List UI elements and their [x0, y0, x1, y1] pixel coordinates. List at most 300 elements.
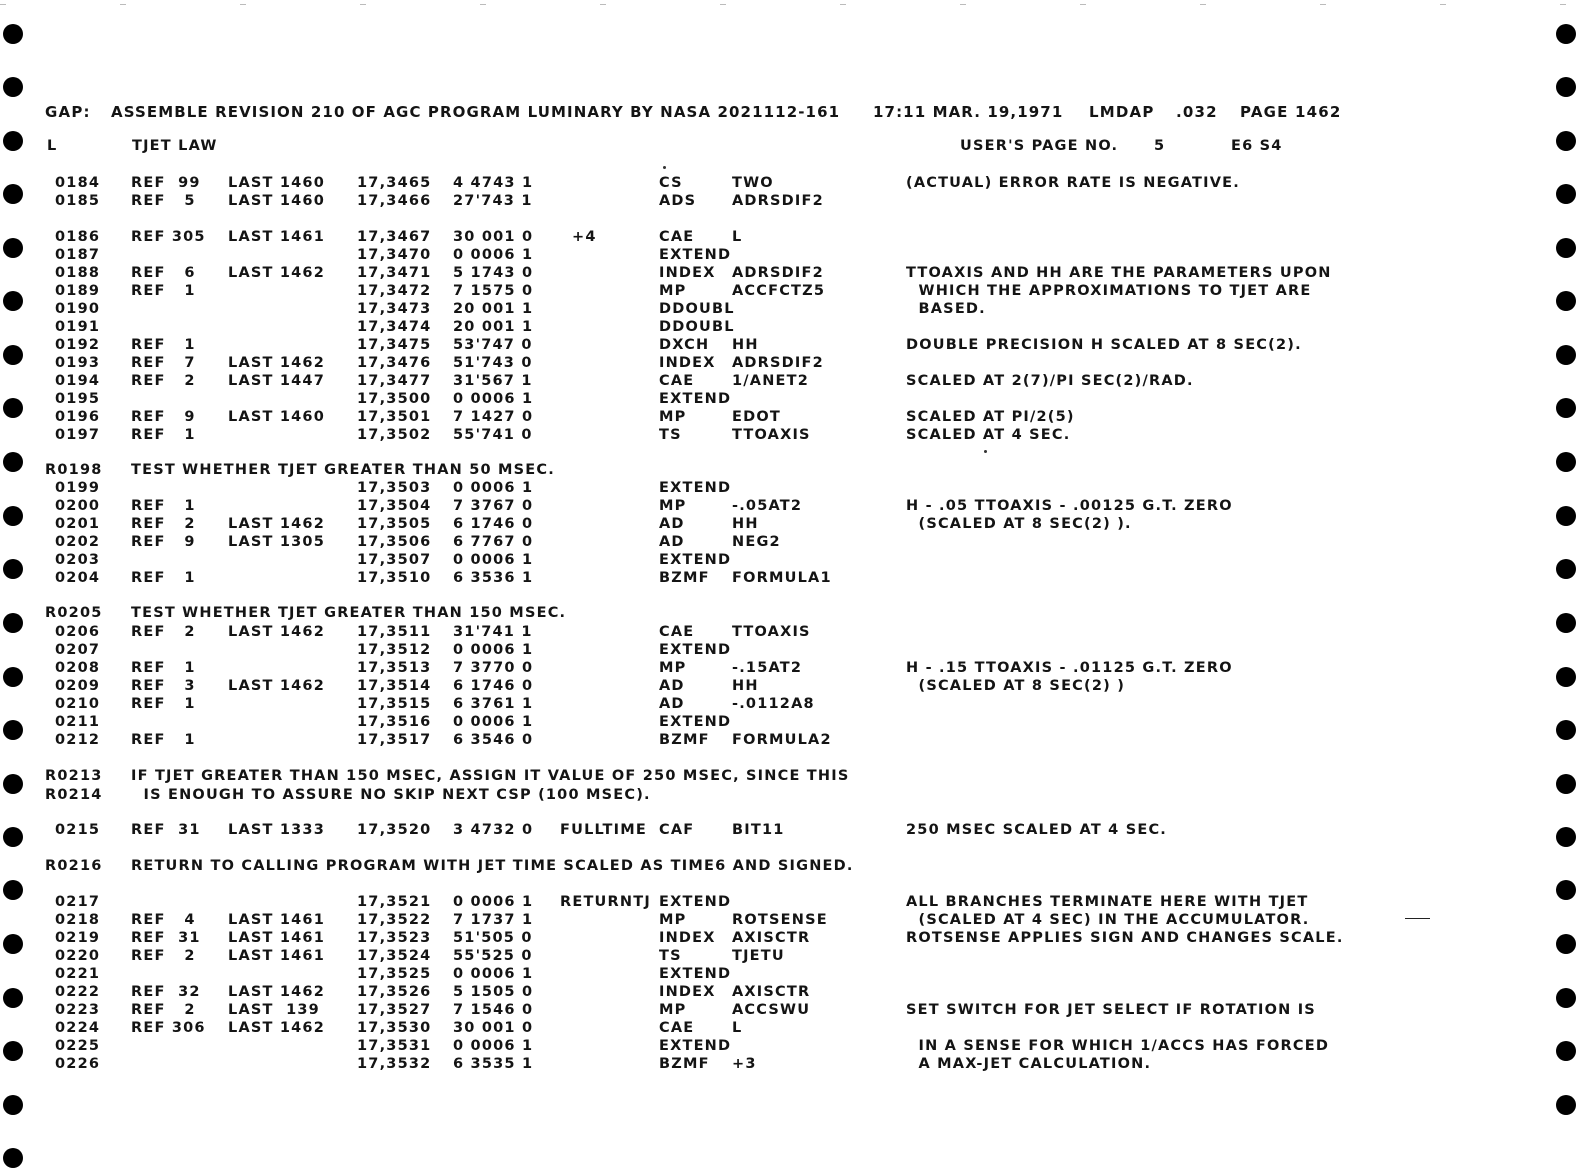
word-cell: 51'505 0 [453, 930, 533, 946]
printer-edge-marks [0, 4, 1582, 5]
feed-hole [1556, 1095, 1576, 1115]
word-cell: 30 001 0 [453, 1020, 534, 1036]
feed-hole [1556, 1041, 1576, 1061]
operand-cell: AXISCTR [732, 984, 811, 1000]
ref-cell: REF 1 [131, 570, 196, 586]
line-number: 0203 [55, 552, 101, 568]
feed-hole [3, 1041, 23, 1061]
address-cell: 17,3504 [357, 498, 432, 514]
opcode-cell: EXTEND [659, 966, 732, 982]
opcode-cell: EXTEND [659, 247, 732, 263]
operand-cell: 1/ANET2 [732, 373, 810, 389]
address-cell: 17,3502 [357, 427, 432, 443]
word-cell: 5 1505 0 [453, 984, 534, 1000]
opcode-cell: CS [659, 175, 683, 191]
operand-cell: FORMULA1 [732, 570, 832, 586]
opcode-cell: AD [659, 696, 685, 712]
line-number: R0214 [45, 787, 103, 803]
feed-hole [1556, 24, 1576, 44]
opcode-cell: BZMF [659, 570, 710, 586]
feed-hole [1556, 613, 1576, 633]
operand-cell: L [732, 229, 743, 245]
operand-cell: EDOT [732, 409, 781, 425]
opcode-cell: EXTEND [659, 894, 732, 910]
ref-cell: REF 3 [131, 678, 196, 694]
comment-cell: (SCALED AT 4 SEC) IN THE ACCUMULATOR. [906, 912, 1310, 928]
operand-cell: TTOAXIS [732, 624, 811, 640]
header-page: PAGE 1462 [1240, 103, 1342, 121]
address-cell: 17,3475 [357, 337, 432, 353]
word-cell: 0 0006 1 [453, 642, 534, 658]
line-number: 0184 [55, 175, 101, 191]
operand-cell: ADRSDIF2 [732, 193, 824, 209]
last-cell: LAST 1462 [228, 1020, 325, 1036]
comment-cell: 250 MSEC SCALED AT 4 SEC. [906, 822, 1167, 838]
address-cell: 17,3523 [357, 930, 432, 946]
remark-text: TEST WHETHER TJET GREATER THAN 150 MSEC. [131, 605, 567, 621]
ref-cell: REF 7 [131, 355, 196, 371]
opcode-cell: INDEX [659, 984, 716, 1000]
comment-cell: H - .15 TTOAXIS - .01125 G.T. ZERO [906, 660, 1233, 676]
word-cell: 51'743 0 [453, 355, 533, 371]
ref-cell: REF 5 [131, 193, 196, 209]
opcode-cell: EXTEND [659, 480, 732, 496]
line-number: 0194 [55, 373, 101, 389]
last-cell: LAST 1460 [228, 409, 325, 425]
feed-hole [3, 506, 23, 526]
line-number: 0187 [55, 247, 101, 263]
opcode-cell: AD [659, 678, 685, 694]
line-number: 0211 [55, 714, 101, 730]
line-number: 0215 [55, 822, 101, 838]
word-cell: 7 1575 0 [453, 283, 534, 299]
feed-hole [3, 238, 23, 258]
opcode-cell: EXTEND [659, 552, 732, 568]
subheader-code: E6 S4 [1231, 138, 1283, 154]
word-cell: 0 0006 1 [453, 894, 534, 910]
subheader-marker: L [47, 138, 58, 154]
feed-hole [1556, 720, 1576, 740]
address-cell: 17,3465 [357, 175, 432, 191]
address-cell: 17,3470 [357, 247, 432, 263]
opcode-cell: CAE [659, 373, 695, 389]
address-cell: 17,3522 [357, 912, 432, 928]
opcode-cell: BZMF [659, 1056, 710, 1072]
address-cell: 17,3477 [357, 373, 432, 389]
operand-cell: ADRSDIF2 [732, 265, 824, 281]
address-cell: 17,3471 [357, 265, 432, 281]
address-cell: 17,3510 [357, 570, 432, 586]
line-number: 0225 [55, 1038, 101, 1054]
feed-hole [3, 667, 23, 687]
comment-cell: A MAX-JET CALCULATION. [906, 1056, 1152, 1072]
feed-hole [1556, 988, 1576, 1008]
operand-cell: +3 [732, 1056, 757, 1072]
address-cell: 17,3467 [357, 229, 432, 245]
line-number: 0221 [55, 966, 101, 982]
address-cell: 17,3473 [357, 301, 432, 317]
last-cell: LAST 1305 [228, 534, 325, 550]
word-cell: 7 1546 0 [453, 1002, 534, 1018]
word-cell: 7 1427 0 [453, 409, 534, 425]
address-cell: 17,3501 [357, 409, 432, 425]
operand-cell: -.15AT2 [732, 660, 803, 676]
header-assembler: GAP: [45, 103, 91, 121]
operand-cell: ADRSDIF2 [732, 355, 824, 371]
line-number: 0193 [55, 355, 101, 371]
address-cell: 17,3527 [357, 1002, 432, 1018]
feed-hole [3, 988, 23, 1008]
opcode-cell: CAF [659, 822, 695, 838]
opcode-cell: ADS [659, 193, 697, 209]
address-cell: 17,3520 [357, 822, 432, 838]
line-number: 0191 [55, 319, 101, 335]
operand-cell: HH [732, 516, 759, 532]
last-cell: LAST 1462 [228, 355, 325, 371]
last-cell: LAST 139 [228, 1002, 320, 1018]
header-module: LMDAP [1089, 103, 1155, 121]
address-cell: 17,3524 [357, 948, 432, 964]
comment-cell: WHICH THE APPROXIMATIONS TO TJET ARE [906, 283, 1312, 299]
ref-cell: REF 2 [131, 948, 196, 964]
line-number: 0226 [55, 1056, 101, 1072]
line-number: 0224 [55, 1020, 101, 1036]
line-number: 0208 [55, 660, 101, 676]
operand-cell: -.0112A8 [732, 696, 815, 712]
address-cell: 17,3507 [357, 552, 432, 568]
opcode-cell: DDOUBL [659, 319, 735, 335]
word-cell: 3 4732 0 [453, 822, 534, 838]
opcode-cell: MP [659, 1002, 687, 1018]
line-number: 0192 [55, 337, 101, 353]
word-cell: 5 1743 0 [453, 265, 534, 281]
feed-hole [3, 880, 23, 900]
opcode-cell: AD [659, 516, 685, 532]
ref-cell: REF 31 [131, 822, 201, 838]
address-cell: 17,3532 [357, 1056, 432, 1072]
feed-hole [3, 934, 23, 954]
opcode-cell: EXTEND [659, 642, 732, 658]
last-cell: LAST 1462 [228, 516, 325, 532]
word-cell: 0 0006 1 [453, 552, 534, 568]
address-cell: 17,3505 [357, 516, 432, 532]
word-cell: 6 1746 0 [453, 678, 534, 694]
line-number: R0213 [45, 768, 103, 784]
operand-cell: ROTSENSE [732, 912, 828, 928]
remark-text: IS ENOUGH TO ASSURE NO SKIP NEXT CSP (100 MSEC). [131, 787, 651, 803]
word-cell: 0 0006 1 [453, 247, 534, 263]
ref-cell: REF 1 [131, 337, 196, 353]
opcode-cell: DXCH [659, 337, 710, 353]
last-cell: LAST 1462 [228, 265, 325, 281]
ref-cell: REF 31 [131, 930, 201, 946]
ref-cell: REF 1 [131, 427, 196, 443]
opcode-cell: INDEX [659, 265, 716, 281]
comment-cell: SCALED AT 2(7)/PI SEC(2)/RAD. [906, 373, 1194, 389]
feed-hole [1556, 880, 1576, 900]
address-cell: 17,3515 [357, 696, 432, 712]
last-cell: LAST 1460 [228, 175, 325, 191]
address-cell: 17,3526 [357, 984, 432, 1000]
word-cell: 31'741 1 [453, 624, 533, 640]
line-number: 0207 [55, 642, 101, 658]
last-cell: LAST 1462 [228, 678, 325, 694]
address-cell: 17,3466 [357, 193, 432, 209]
line-number: 0186 [55, 229, 101, 245]
feed-hole [3, 827, 23, 847]
address-cell: 17,3476 [357, 355, 432, 371]
word-cell: 6 7767 0 [453, 534, 534, 550]
last-cell: LAST 1461 [228, 930, 325, 946]
word-cell: 55'525 0 [453, 948, 533, 964]
header-title: ASSEMBLE REVISION 210 OF AGC PROGRAM LUMINARY BY NASA 2021112-161 [111, 103, 841, 121]
ref-cell: REF 99 [131, 175, 201, 191]
opcode-cell: MP [659, 409, 687, 425]
header-datetime: 17:11 MAR. 19,1971 [873, 103, 1064, 121]
feed-hole [1556, 559, 1576, 579]
opcode-cell: MP [659, 498, 687, 514]
comment-cell: SCALED AT PI/2(5) [906, 409, 1075, 425]
opcode-cell: AD [659, 534, 685, 550]
word-cell: 6 3535 1 [453, 1056, 534, 1072]
feed-hole [1556, 452, 1576, 472]
line-number: 0195 [55, 391, 101, 407]
header-version: .032 [1176, 103, 1218, 121]
label-cell: FULLTIME [560, 822, 647, 838]
feed-hole [1556, 934, 1576, 954]
line-number: 0199 [55, 480, 101, 496]
line-number: 0206 [55, 624, 101, 640]
last-cell: LAST 1460 [228, 193, 325, 209]
word-cell: 0 0006 1 [453, 391, 534, 407]
feed-hole [3, 345, 23, 365]
word-cell: 30 001 0 [453, 229, 534, 245]
remark-text: IF TJET GREATER THAN 150 MSEC, ASSIGN IT VALUE OF 250 MSEC, SINCE THIS [131, 768, 850, 784]
operand-cell: HH [732, 337, 759, 353]
opcode-cell: BZMF [659, 732, 710, 748]
label-cell: +4 [572, 229, 597, 245]
operand-cell: ACCFCTZ5 [732, 283, 826, 299]
address-cell: 17,3531 [357, 1038, 432, 1054]
comment-cell: ALL BRANCHES TERMINATE HERE WITH TJET [906, 894, 1309, 910]
word-cell: 6 1746 0 [453, 516, 534, 532]
opcode-cell: EXTEND [659, 391, 732, 407]
line-number: 0204 [55, 570, 101, 586]
word-cell: 31'567 1 [453, 373, 533, 389]
line-number: R0198 [45, 462, 103, 478]
feed-hole [3, 720, 23, 740]
feed-hole [3, 559, 23, 579]
feed-hole [3, 613, 23, 633]
opcode-cell: INDEX [659, 355, 716, 371]
feed-hole [3, 77, 23, 97]
operand-cell: TWO [732, 175, 774, 191]
stray-mark [984, 450, 987, 453]
ref-cell: REF 2 [131, 373, 196, 389]
word-cell: 4 4743 1 [453, 175, 534, 191]
operand-cell: NEG2 [732, 534, 781, 550]
address-cell: 17,3513 [357, 660, 432, 676]
last-cell: LAST 1462 [228, 984, 325, 1000]
opcode-cell: TS [659, 948, 682, 964]
opcode-cell: EXTEND [659, 714, 732, 730]
ref-cell: REF 4 [131, 912, 196, 928]
line-number: 0223 [55, 1002, 101, 1018]
operand-cell: -.05AT2 [732, 498, 803, 514]
comment-cell: IN A SENSE FOR WHICH 1/ACCS HAS FORCED [906, 1038, 1330, 1054]
line-number: 0189 [55, 283, 101, 299]
feed-hole [3, 131, 23, 151]
address-cell: 17,3516 [357, 714, 432, 730]
last-cell: LAST 1462 [228, 624, 325, 640]
word-cell: 0 0006 1 [453, 480, 534, 496]
line-number: 0197 [55, 427, 101, 443]
opcode-cell: MP [659, 660, 687, 676]
operand-cell: HH [732, 678, 759, 694]
feed-hole [1556, 827, 1576, 847]
word-cell: 55'741 0 [453, 427, 533, 443]
line-number: 0209 [55, 678, 101, 694]
comment-cell: BASED. [906, 301, 986, 317]
ref-cell: REF 306 [131, 1020, 206, 1036]
comment-cell: (SCALED AT 8 SEC(2) ). [906, 516, 1132, 532]
feed-hole [3, 774, 23, 794]
word-cell: 0 0006 1 [453, 1038, 534, 1054]
comment-cell: SET SWITCH FOR JET SELECT IF ROTATION IS [906, 1002, 1316, 1018]
word-cell: 53'747 0 [453, 337, 533, 353]
comment-cell: ROTSENSE APPLIES SIGN AND CHANGES SCALE. [906, 930, 1344, 946]
address-cell: 17,3521 [357, 894, 432, 910]
ref-cell: REF 1 [131, 732, 196, 748]
remark-text: TEST WHETHER TJET GREATER THAN 50 MSEC. [131, 462, 555, 478]
comment-cell: (ACTUAL) ERROR RATE IS NEGATIVE. [906, 175, 1240, 191]
ref-cell: REF 1 [131, 660, 196, 676]
word-cell: 6 3761 1 [453, 696, 534, 712]
address-cell: 17,3474 [357, 319, 432, 335]
operand-cell: AXISCTR [732, 930, 811, 946]
line-number: 0200 [55, 498, 101, 514]
line-number: 0217 [55, 894, 101, 910]
ref-cell: REF 2 [131, 1002, 196, 1018]
subheader-section: TJET LAW [132, 138, 218, 154]
address-cell: 17,3530 [357, 1020, 432, 1036]
word-cell: 0 0006 1 [453, 714, 534, 730]
feed-hole [1556, 345, 1576, 365]
feed-hole [1556, 184, 1576, 204]
feed-hole [3, 24, 23, 44]
feed-hole [3, 1148, 23, 1168]
last-cell: LAST 1447 [228, 373, 325, 389]
ref-cell: REF 1 [131, 498, 196, 514]
operand-cell: TTOAXIS [732, 427, 811, 443]
feed-hole [3, 398, 23, 418]
feed-hole [3, 452, 23, 472]
line-number: R0216 [45, 858, 103, 874]
address-cell: 17,3511 [357, 624, 432, 640]
line-number: 0188 [55, 265, 101, 281]
feed-hole [1556, 131, 1576, 151]
comment-cell: H - .05 TTOAXIS - .00125 G.T. ZERO [906, 498, 1233, 514]
ref-cell: REF 32 [131, 984, 201, 1000]
subheader-users-page-no: 5 [1154, 138, 1166, 154]
line-number: R0205 [45, 605, 103, 621]
label-cell: RETURNTJ [560, 894, 651, 910]
line-number: 0185 [55, 193, 101, 209]
word-cell: 20 001 1 [453, 301, 534, 317]
ref-cell: REF 9 [131, 534, 196, 550]
ref-cell: REF 1 [131, 283, 196, 299]
address-cell: 17,3517 [357, 732, 432, 748]
feed-hole [3, 291, 23, 311]
ref-cell: REF 6 [131, 265, 196, 281]
operand-cell: L [732, 1020, 743, 1036]
address-cell: 17,3512 [357, 642, 432, 658]
ref-cell: REF 305 [131, 229, 206, 245]
feed-hole [3, 1095, 23, 1115]
word-cell: 7 1737 1 [453, 912, 534, 928]
line-number: 0220 [55, 948, 101, 964]
word-cell: 7 3770 0 [453, 660, 534, 676]
ref-cell: REF 1 [131, 696, 196, 712]
word-cell: 0 0006 1 [453, 966, 534, 982]
subheader-users-page: USER'S PAGE NO. [960, 138, 1119, 154]
opcode-cell: CAE [659, 1020, 695, 1036]
stray-mark [663, 166, 666, 169]
last-cell: LAST 1461 [228, 229, 325, 245]
feed-hole [3, 184, 23, 204]
stray-dash [1405, 918, 1430, 919]
opcode-cell: TS [659, 427, 682, 443]
opcode-cell: EXTEND [659, 1038, 732, 1054]
feed-hole [1556, 774, 1576, 794]
address-cell: 17,3472 [357, 283, 432, 299]
comment-cell: (SCALED AT 8 SEC(2) ) [906, 678, 1126, 694]
word-cell: 7 3767 0 [453, 498, 534, 514]
line-number: 0202 [55, 534, 101, 550]
ref-cell: REF 2 [131, 624, 196, 640]
feed-hole [1556, 238, 1576, 258]
opcode-cell: INDEX [659, 930, 716, 946]
ref-cell: REF 2 [131, 516, 196, 532]
address-cell: 17,3506 [357, 534, 432, 550]
feed-hole [1556, 291, 1576, 311]
comment-cell: DOUBLE PRECISION H SCALED AT 8 SEC(2). [906, 337, 1302, 353]
feed-hole [1556, 506, 1576, 526]
operand-cell: BIT11 [732, 822, 785, 838]
address-cell: 17,3514 [357, 678, 432, 694]
last-cell: LAST 1461 [228, 948, 325, 964]
feed-hole [1556, 667, 1576, 687]
last-cell: LAST 1333 [228, 822, 325, 838]
line-number: 0222 [55, 984, 101, 1000]
address-cell: 17,3503 [357, 480, 432, 496]
remark-text: RETURN TO CALLING PROGRAM WITH JET TIME SCALED AS TIME6 AND SIGNED. [131, 858, 854, 874]
opcode-cell: DDOUBL [659, 301, 735, 317]
ref-cell: REF 9 [131, 409, 196, 425]
opcode-cell: CAE [659, 229, 695, 245]
comment-cell: TTOAXIS AND HH ARE THE PARAMETERS UPON [906, 265, 1332, 281]
operand-cell: ACCSWU [732, 1002, 811, 1018]
word-cell: 6 3536 1 [453, 570, 534, 586]
line-number: 0201 [55, 516, 101, 532]
line-number: 0218 [55, 912, 101, 928]
word-cell: 20 001 1 [453, 319, 534, 335]
feed-hole [1556, 398, 1576, 418]
line-number: 0196 [55, 409, 101, 425]
last-cell: LAST 1461 [228, 912, 325, 928]
word-cell: 27'743 1 [453, 193, 533, 209]
line-number: 0219 [55, 930, 101, 946]
